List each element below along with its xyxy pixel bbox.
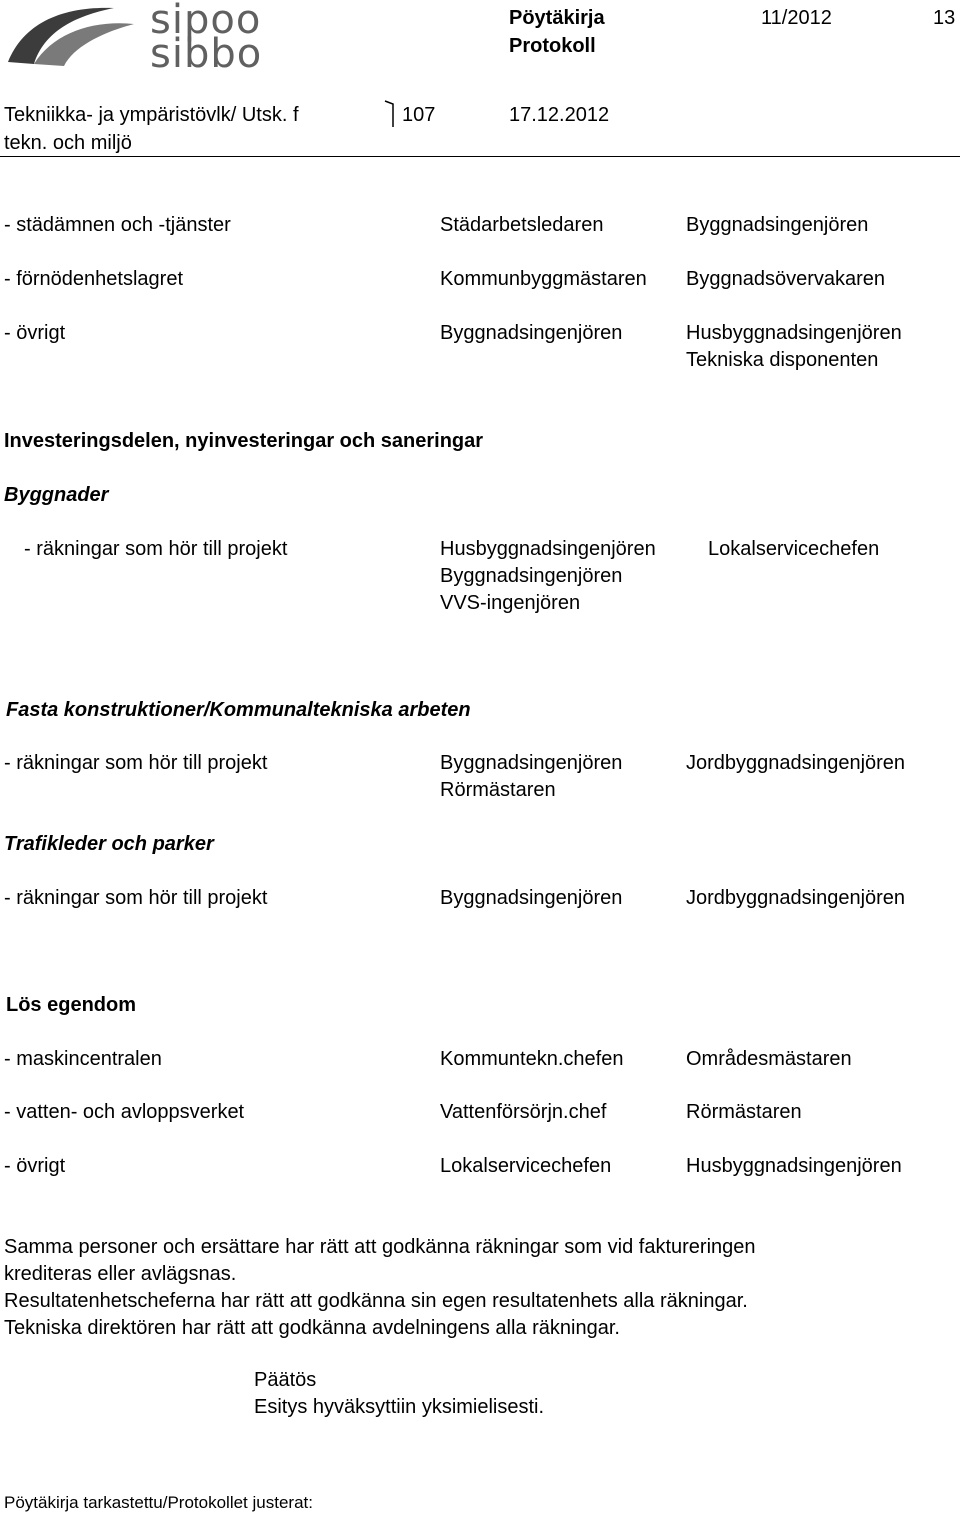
page-number: 13: [933, 7, 956, 29]
traffic-heading: Trafikleder och parker: [4, 833, 214, 855]
row-approver-2: Byggnadsingenjören: [440, 565, 623, 587]
logo: [4, 0, 263, 77]
footer-text: Pöytäkirja tarkastettu/Protokollet justerat:: [4, 1493, 313, 1512]
section-mark-icon: [384, 100, 394, 128]
row-deputy: Rörmästaren: [686, 1101, 802, 1123]
buildings-heading: Byggnader: [4, 484, 109, 506]
paragraph-line: Tekniska direktören har rätt att godkänna avdelningens alla räkningar.: [4, 1317, 620, 1339]
row-approver-3: VVS-ingenjören: [440, 592, 581, 614]
meeting-date: 17.12.2012: [509, 104, 610, 126]
sipoo-logo-icon: [4, 2, 144, 70]
row-approver: Kommunbyggmästaren: [440, 268, 647, 290]
row-approver: Byggnadsingenjören: [440, 322, 623, 344]
organ-line2: tekn. och miljö: [4, 132, 132, 154]
doc-type-fi: Pöytäkirja: [509, 7, 605, 29]
row-deputy: Byggnadsingenjören: [686, 214, 869, 236]
row-deputy: Husbyggnadsingenjören: [686, 322, 902, 344]
row-item: - räkningar som hör till projekt: [4, 887, 268, 909]
decision-label: Päätös: [254, 1369, 317, 1391]
movable-heading: Lös egendom: [6, 994, 137, 1016]
row-deputy: Byggnadsövervakaren: [686, 268, 886, 290]
organ-line1: Tekniikka- ja ympäristövlk/ Utsk. f: [4, 104, 299, 126]
row-deputy: Jordbyggnadsingenjören: [686, 752, 906, 774]
row-approver: Husbyggnadsingenjören: [440, 538, 656, 560]
section-number: 107: [402, 104, 436, 126]
investment-heading: Investeringsdelen, nyinvesteringar och saneringar: [4, 430, 484, 452]
decision-text: Esitys hyväksyttiin yksimielisesti.: [254, 1396, 545, 1418]
row-item: - räkningar som hör till projekt: [4, 752, 268, 774]
doc-type-sv: Protokoll: [509, 35, 596, 57]
row-deputy-2: Tekniska disponenten: [686, 349, 879, 371]
paragraph-line: Samma personer och ersättare har rätt att godkänna räkningar som vid faktureringen: [4, 1236, 756, 1258]
row-approver: Kommuntekn.chefen: [440, 1048, 624, 1070]
row-approver: Byggnadsingenjören: [440, 752, 623, 774]
paragraph-line: Resultatenhetscheferna har rätt att godkänna sin egen resultatenhets alla räkningar.: [4, 1290, 748, 1312]
row-approver: Städarbetsledaren: [440, 214, 604, 236]
row-item: - städämnen och -tjänster: [4, 214, 231, 236]
row-item: - maskincentralen: [4, 1048, 162, 1070]
header-divider: [0, 156, 960, 157]
row-item: - övrigt: [4, 322, 66, 344]
row-approver: Lokalservicechefen: [440, 1155, 612, 1177]
logo-text-sipoo: sipoo: [150, 0, 262, 43]
row-deputy: Husbyggnadsingenjören: [686, 1155, 902, 1177]
paragraph-line: krediteras eller avlägsnas.: [4, 1263, 237, 1285]
issue-number: 11/2012: [761, 7, 832, 29]
row-approver-2: Rörmästaren: [440, 779, 556, 801]
row-deputy: Lokalservicechefen: [708, 538, 880, 560]
logo-text-sibbo: sibbo: [150, 31, 263, 77]
row-deputy: Jordbyggnadsingenjören: [686, 887, 906, 909]
row-deputy: Områdesmästaren: [686, 1048, 852, 1070]
row-item: - räkningar som hör till projekt: [24, 538, 288, 560]
row-item: - vatten- och avloppsverket: [4, 1101, 245, 1123]
row-item: - övrigt: [4, 1155, 66, 1177]
fixed-heading: Fasta konstruktioner/Kommunaltekniska arbeten: [6, 699, 471, 721]
row-approver: Vattenförsörjn.chef: [440, 1101, 607, 1123]
row-approver: Byggnadsingenjören: [440, 887, 623, 909]
row-item: - förnödenhetslagret: [4, 268, 184, 290]
